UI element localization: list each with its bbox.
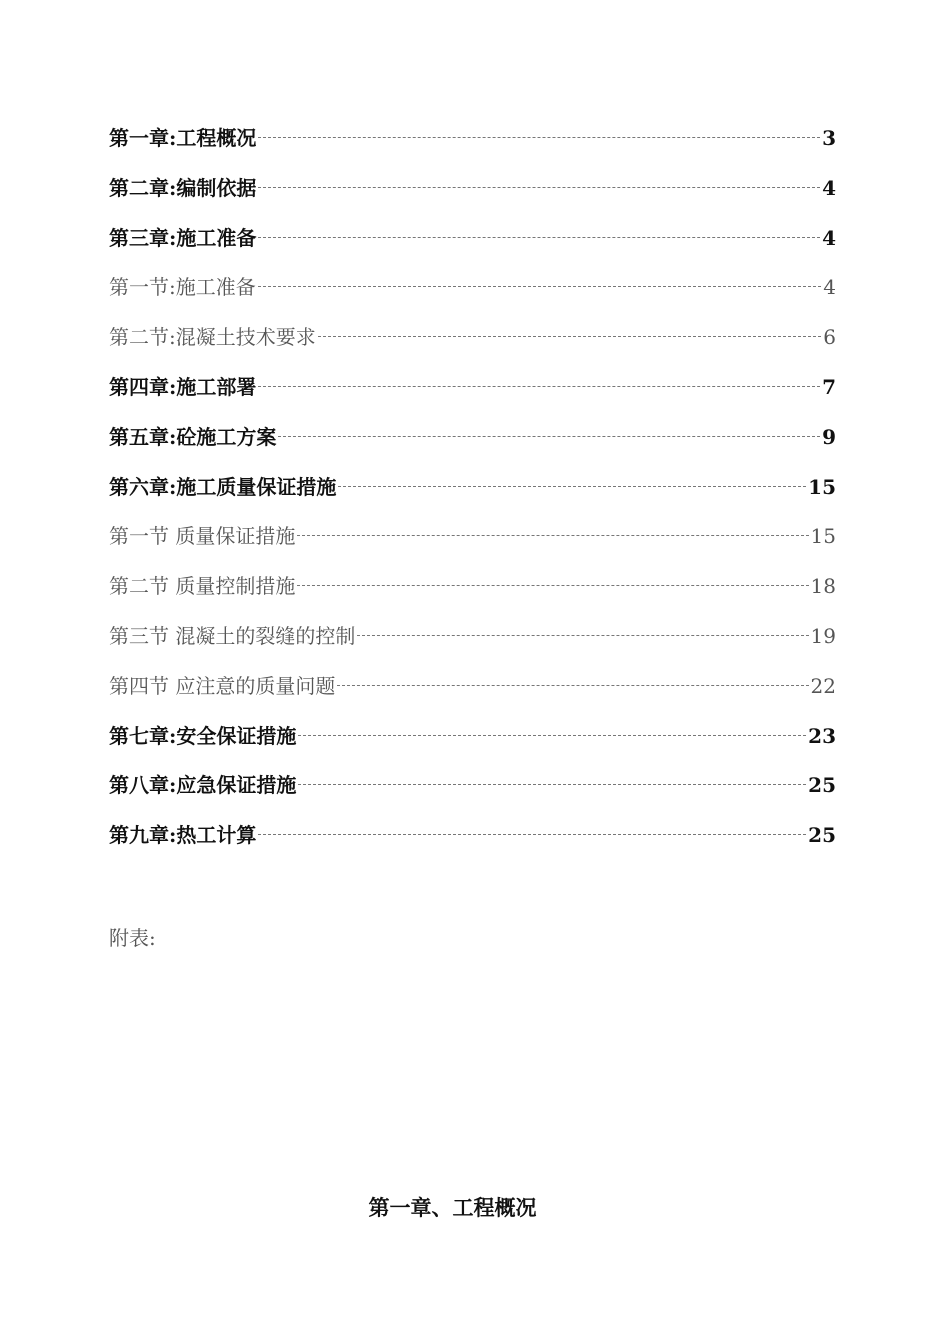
toc-entry-title: 第四章:施工部署 xyxy=(109,374,257,399)
toc-entry-title: 第一章:工程概况 xyxy=(109,126,257,150)
toc-entry-title: 第七章:安全保证措施 xyxy=(109,723,297,748)
toc-leader-line xyxy=(318,336,822,337)
toc-entry[interactable] xyxy=(109,168,836,218)
toc-entry-page-number: 22 xyxy=(810,673,836,698)
toc-leader-line xyxy=(278,436,820,437)
toc-entry[interactable] xyxy=(109,118,836,168)
toc-leader-line xyxy=(258,834,806,835)
toc-entry-page-number: 4 xyxy=(822,175,836,200)
toc-entry-page-number: 15 xyxy=(808,474,836,499)
toc-leader-line xyxy=(298,735,806,736)
toc-entry[interactable] xyxy=(109,317,836,367)
table-of-contents xyxy=(109,118,836,865)
toc-entry-title: 第五章:砼施工方案 xyxy=(109,424,277,449)
chapter-heading: 第一章、工程概况 xyxy=(368,1195,537,1220)
toc-entry-title: 第二节 质量控制措施 xyxy=(109,574,296,599)
toc-leader-line xyxy=(258,187,820,188)
toc-entry[interactable] xyxy=(109,267,836,317)
toc-entry-page-number: 25 xyxy=(808,773,836,798)
toc-entry[interactable] xyxy=(109,218,836,268)
toc-entry-title: 第一节:施工准备 xyxy=(109,275,256,300)
toc-entry-page-number: 7 xyxy=(822,374,836,399)
toc-leader-line xyxy=(297,535,808,536)
toc-entry[interactable] xyxy=(109,616,836,666)
toc-entry-page-number: 19 xyxy=(810,623,836,648)
toc-entry-title: 第三节 混凝土的裂缝的控制 xyxy=(109,623,356,648)
toc-leader-line xyxy=(258,386,820,387)
toc-leader-line xyxy=(258,137,820,138)
toc-leader-line xyxy=(298,784,806,785)
toc-entry[interactable] xyxy=(109,467,836,517)
toc-entry-title: 第六章:施工质量保证措施 xyxy=(109,474,337,499)
toc-leader-line xyxy=(337,685,808,686)
toc-leader-line xyxy=(258,237,820,238)
toc-entry-page-number: 6 xyxy=(823,325,836,350)
toc-entry-page-number: 18 xyxy=(810,574,836,599)
toc-leader-line xyxy=(338,486,806,487)
toc-entry[interactable] xyxy=(109,367,836,417)
toc-entry-page-number: 9 xyxy=(822,424,836,449)
toc-entry-title: 第九章:热工计算 xyxy=(109,823,257,848)
toc-entry[interactable] xyxy=(109,666,836,716)
toc-entry-title: 第三章:施工准备 xyxy=(109,225,257,250)
toc-leader-line xyxy=(357,635,808,636)
toc-entry-title: 第二节:混凝土技术要求 xyxy=(109,325,316,350)
toc-leader-line xyxy=(258,286,822,287)
toc-entry[interactable] xyxy=(109,716,836,766)
appendix-label: 附表: xyxy=(109,926,156,950)
toc-entry[interactable] xyxy=(109,765,836,815)
toc-entry-page-number: 4 xyxy=(822,225,836,250)
toc-entry[interactable] xyxy=(109,516,836,566)
toc-entry-page-number: 25 xyxy=(808,823,836,848)
toc-entry-title: 第四节 应注意的质量问题 xyxy=(109,673,336,698)
toc-entry-page-number: 4 xyxy=(823,275,836,300)
toc-entry[interactable] xyxy=(109,815,836,865)
toc-entry-page-number: 3 xyxy=(822,126,836,150)
toc-entry-page-number: 23 xyxy=(808,723,836,748)
toc-entry-page-number: 15 xyxy=(810,524,836,549)
toc-entry[interactable] xyxy=(109,566,836,616)
toc-entry-title: 第二章:编制依据 xyxy=(109,175,257,200)
toc-leader-line xyxy=(297,585,808,586)
toc-entry-title: 第一节 质量保证措施 xyxy=(109,524,296,549)
toc-entry[interactable] xyxy=(109,417,836,467)
toc-entry-title: 第八章:应急保证措施 xyxy=(109,773,297,798)
